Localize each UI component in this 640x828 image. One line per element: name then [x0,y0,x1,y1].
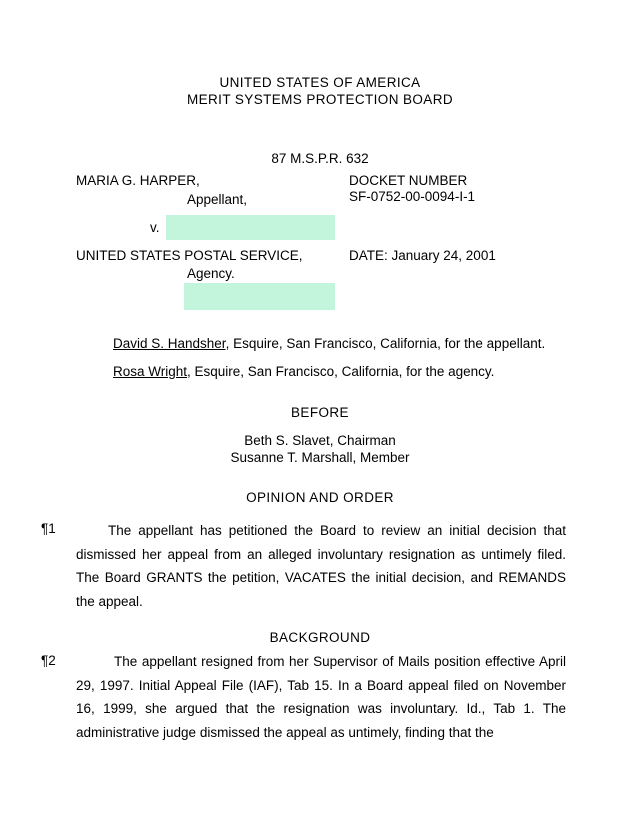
appellant-role: Appellant, [187,192,248,207]
decision-date: DATE: January 24, 2001 [349,248,496,263]
counsel-appellant-rest: , Esquire, San Francisco, California, for the appellant. [225,336,546,351]
background-heading: BACKGROUND [269,630,371,645]
counsel-agency-rest: , Esquire, San Francisco, California, for the agency. [187,364,495,379]
board-member-chairman: Beth S. Slavet, Chairman [244,433,396,448]
header-line-1: UNITED STATES OF AMERICA [219,75,421,90]
counsel-appellant [113,336,545,351]
paragraph-1-text: The appellant has petitioned the Board to review an initial decision that dismissed her appeal from an alleged involuntary resignation as untimely filed. The Board GRANTS the petition, VACATES the initial decision, and REMANDS the appeal. [76,523,566,609]
citation: 87 M.S.P.R. 632 [271,151,369,166]
paragraph-2-text: The appellant resigned from her Supervisor of Mails position effective April 29, 1997. Initial Appeal File (IAF), Tab 15. In a Board appeal filed on November 16, 1999, she argued that the resignation was involuntary. Id., Tab 1. The administrative judge dismissed the appeal as untimely, finding that the [76,654,566,740]
board-member-member: Susanne T. Marshall, Member [230,450,410,465]
counsel-agency-name: Rosa Wright [113,364,188,379]
paragraph-2-number: ¶2 [41,653,56,668]
agency-name: UNITED STATES POSTAL SERVICE, [76,248,303,263]
header-line-2: MERIT SYSTEMS PROTECTION BOARD [186,92,454,107]
appellant-name: MARIA G. HARPER, [76,173,200,188]
counsel-appellant-name: David S. Handsher [113,336,226,351]
opinion-heading: OPINION AND ORDER [246,490,394,505]
docket-label: DOCKET NUMBER [349,173,468,188]
docket-number: SF-0752-00-0094-I-1 [349,189,476,204]
highlight-box-1 [166,215,335,240]
counsel-agency [113,364,494,379]
before-heading: BEFORE [291,405,349,420]
highlight-box-2 [184,283,335,310]
versus: v. [150,220,160,235]
agency-role: Agency. [187,266,235,281]
paragraph-1-number: ¶1 [41,521,56,536]
